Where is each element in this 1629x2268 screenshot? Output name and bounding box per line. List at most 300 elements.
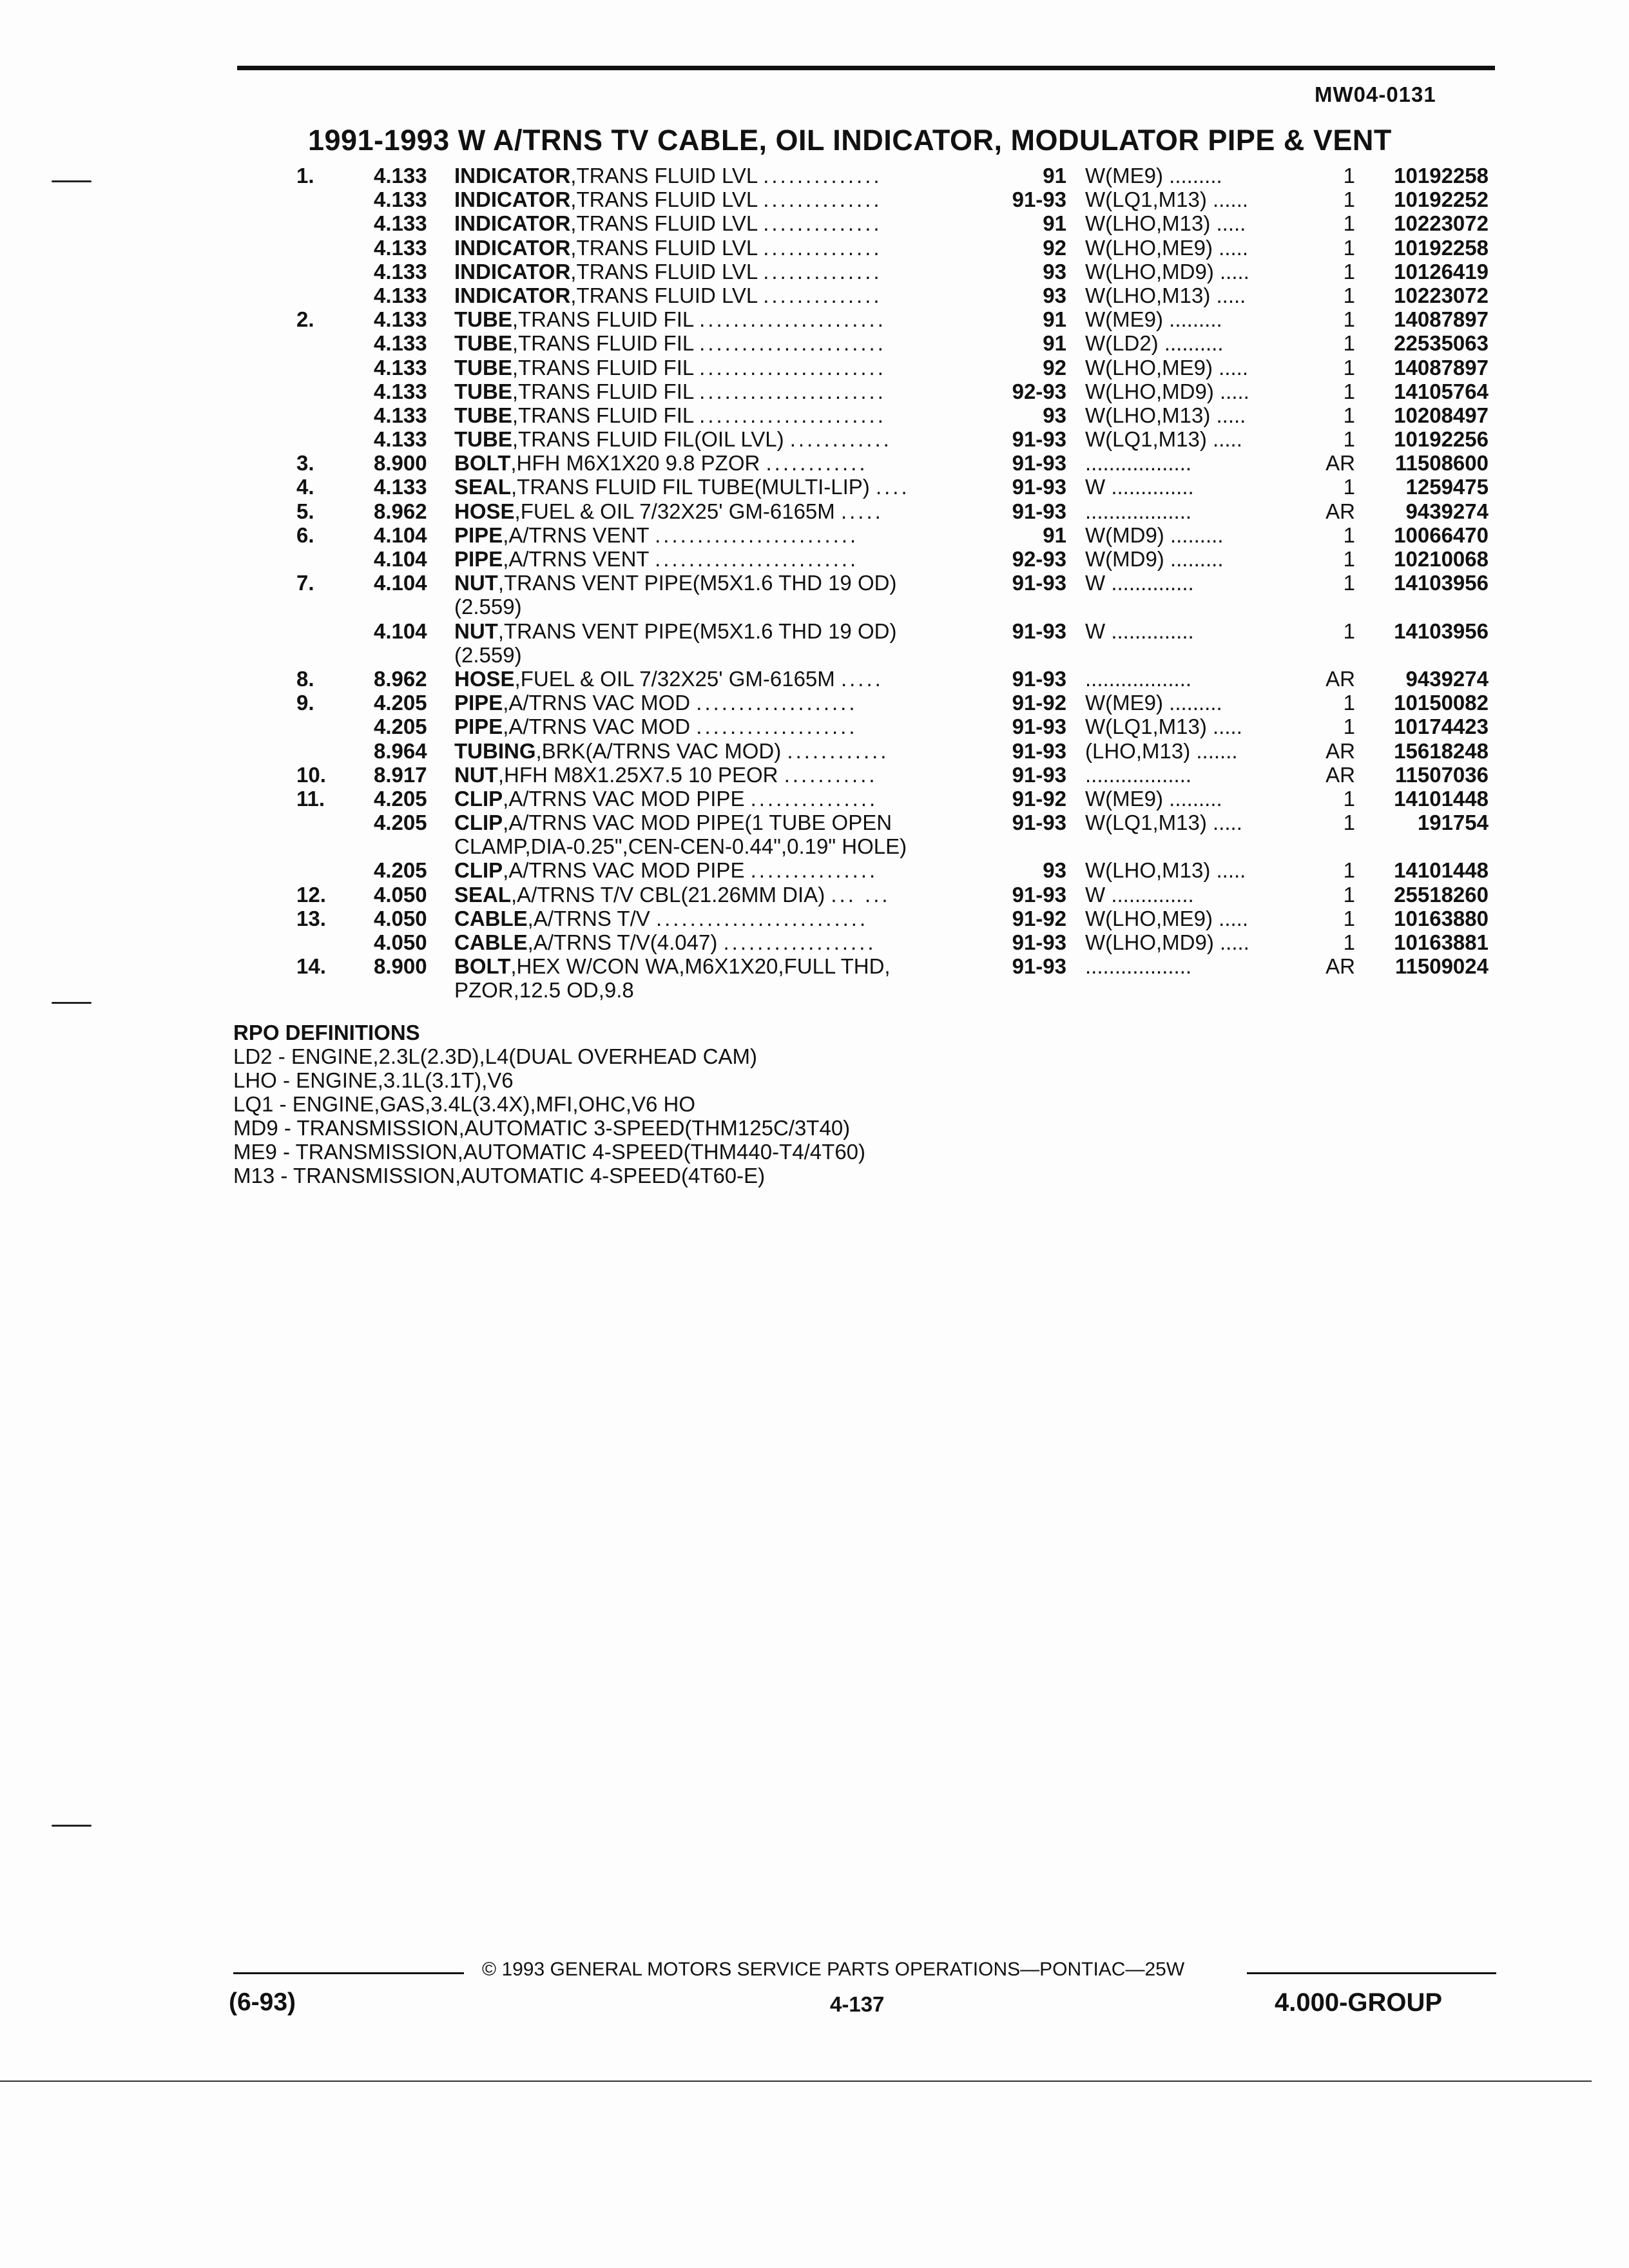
part-name: SEAL: [454, 475, 512, 499]
part-detail: ,FUEL & OIL 7/32X25' GM-6165M: [514, 499, 835, 523]
quantity: 1: [1343, 307, 1355, 332]
quantity: 1: [1343, 235, 1355, 260]
usage-code: W(LQ1,M13) ......: [1085, 187, 1249, 212]
part-row: [0, 715, 1629, 738]
model-years: 91-93: [1012, 619, 1066, 643]
part-description: [454, 403, 886, 427]
quantity: AR: [1325, 451, 1355, 476]
part-number: 14101448: [1394, 858, 1489, 883]
part-row: [0, 211, 1629, 235]
part-description: [454, 307, 886, 331]
part-detail: ,A/TRNS T/V: [527, 906, 650, 930]
reference-number: 4.205: [374, 811, 427, 835]
quantity: 1: [1343, 187, 1355, 212]
leader-dots: ............: [787, 738, 889, 763]
quantity: 1: [1343, 930, 1355, 955]
part-detail: ,TRANS FLUID FIL: [512, 379, 693, 403]
model-years: 91: [1043, 211, 1066, 236]
model-years: 91-93: [1012, 666, 1066, 691]
part-number: 14087897: [1394, 355, 1489, 380]
rpo-line: M13 - TRANSMISSION,AUTOMATIC 4-SPEED(4T60-E): [233, 1164, 766, 1187]
quantity: 1: [1343, 858, 1355, 883]
leader-dots: ... ...: [831, 882, 891, 907]
rpo-line: LD2 - ENGINE,2.3L(2.3D),L4(DUAL OVERHEAD CAM): [233, 1044, 757, 1068]
binding-mark: [52, 1825, 92, 1827]
part-number: 22535063: [1394, 331, 1489, 356]
usage-code: (LHO,M13) .......: [1085, 738, 1238, 763]
description-continuation: (2.559): [454, 642, 522, 667]
reference-number: 4.133: [374, 475, 427, 499]
part-description: [454, 691, 858, 715]
model-years: 91-93: [1012, 762, 1066, 787]
quantity: 1: [1343, 355, 1355, 380]
reference-number: 8.900: [374, 451, 427, 476]
rpo-line: MD9 - TRANSMISSION,AUTOMATIC 3-SPEED(THM125C/3T40): [233, 1116, 851, 1140]
document-code: MW04-0131: [1315, 82, 1436, 106]
part-detail: ,HFH M8X1.25X7.5 10 PEOR: [497, 762, 778, 787]
part-name: TUBE: [454, 307, 512, 332]
part-number: 9439274: [1405, 499, 1489, 523]
part-name: INDICATOR: [454, 259, 571, 284]
usage-code: W(LHO,MD9) .....: [1085, 379, 1249, 403]
part-description: [454, 164, 882, 187]
part-description: [454, 858, 878, 882]
leader-dots: ...............: [750, 786, 878, 811]
reference-number: 4.104: [374, 523, 427, 547]
part-name: SEAL: [454, 882, 512, 907]
part-row: [0, 930, 1629, 954]
model-years: 91-93: [1012, 738, 1066, 763]
model-years: 92: [1043, 355, 1066, 380]
part-detail: ,TRANS FLUID LVL: [570, 259, 758, 284]
item-number: 1.: [296, 164, 314, 187]
quantity: 1: [1343, 283, 1355, 307]
leader-dots: ...............: [750, 858, 878, 883]
leader-dots: ............: [766, 451, 868, 476]
part-row: [0, 883, 1629, 907]
description-continuation: PZOR,12.5 OD,9.8: [454, 978, 634, 1003]
part-number: 10163880: [1394, 906, 1489, 930]
part-detail: ,A/TRNS VAC MOD: [503, 715, 691, 739]
model-years: 93: [1043, 283, 1066, 307]
part-description: [454, 451, 868, 475]
part-number: 10150082: [1394, 691, 1489, 715]
model-years: 91-93: [1012, 187, 1066, 212]
reference-number: 4.133: [374, 331, 427, 356]
leader-dots: ...................: [696, 691, 858, 715]
part-name: NUT: [454, 571, 498, 595]
reference-number: 4.205: [374, 715, 427, 739]
leader-dots: ..............: [763, 283, 882, 307]
quantity: 1: [1343, 259, 1355, 284]
part-number: 14087897: [1394, 307, 1489, 332]
part-name: TUBE: [454, 427, 512, 452]
part-name: CLIP: [454, 786, 503, 811]
rpo-line: LQ1 - ENGINE,GAS,3.4L(3.4X),MFI,OHC,V6 HO: [233, 1092, 696, 1116]
part-detail: ,A/TRNS VAC MOD PIPE: [503, 786, 745, 811]
part-description: [454, 715, 858, 738]
part-number: 25518260: [1394, 882, 1489, 907]
usage-code: ..................: [1085, 762, 1192, 787]
usage-code: W ..............: [1085, 475, 1194, 499]
part-description: [454, 619, 903, 643]
leader-dots: ............: [789, 427, 892, 452]
part-name: TUBE: [454, 355, 512, 380]
part-name: PIPE: [454, 715, 503, 739]
item-number: 10.: [296, 762, 326, 787]
part-number: 10208497: [1394, 403, 1489, 427]
part-number: 10126419: [1394, 259, 1489, 284]
part-number: 1259475: [1405, 475, 1489, 499]
reference-number: 8.900: [374, 954, 427, 979]
usage-code: W(LQ1,M13) .....: [1085, 811, 1242, 835]
part-number: 10192258: [1394, 164, 1489, 187]
part-number: 14101448: [1394, 786, 1489, 811]
bottom-rule: [0, 2081, 1592, 2082]
leader-dots: .....: [840, 499, 883, 523]
quantity: 1: [1343, 523, 1355, 547]
item-number: 13.: [296, 906, 326, 930]
part-description: [454, 763, 878, 787]
part-row: [0, 403, 1629, 427]
usage-code: W(ME9) .........: [1085, 691, 1222, 715]
usage-code: W(ME9) .........: [1085, 307, 1222, 332]
part-number: 15618248: [1394, 738, 1489, 763]
reference-number: 4.104: [374, 571, 427, 595]
usage-code: W ..............: [1085, 619, 1194, 643]
quantity: 1: [1343, 906, 1355, 930]
rpo-line: LHO - ENGINE,3.1L(3.1T),V6: [233, 1068, 514, 1092]
rpo-definitions: [233, 1021, 865, 1187]
part-detail: ,A/TRNS VAC MOD: [503, 691, 691, 715]
quantity: 1: [1343, 619, 1355, 643]
part-description: [454, 667, 883, 691]
part-row: [0, 763, 1629, 787]
date-code: (6-93): [229, 1988, 296, 2016]
model-years: 91-93: [1012, 715, 1066, 739]
model-years: 91-93: [1012, 571, 1066, 595]
part-name: NUT: [454, 762, 498, 787]
part-name: HOSE: [454, 499, 515, 523]
part-number: 10192252: [1394, 187, 1489, 212]
description-continuation: CLAMP,DIA-0.25",CEN-CEN-0.44",0.19" HOLE): [454, 834, 907, 859]
quantity: 1: [1343, 379, 1355, 403]
part-name: INDICATOR: [454, 283, 571, 307]
quantity: 1: [1343, 571, 1355, 595]
part-number: 14103956: [1394, 619, 1489, 643]
copyright-notice: © 1993 GENERAL MOTORS SERVICE PARTS OPERATIONS—PONTIAC—25W: [482, 1959, 1185, 1980]
part-detail: ,TRANS FLUID LVL: [570, 164, 758, 187]
quantity: 1: [1343, 427, 1355, 452]
part-description: [454, 907, 868, 930]
part-description: [454, 739, 889, 763]
quantity: 1: [1343, 786, 1355, 811]
leader-dots: .........................: [655, 906, 869, 930]
part-name: INDICATOR: [454, 235, 571, 260]
model-years: 91-92: [1012, 786, 1066, 811]
part-description: [454, 475, 910, 499]
quantity: 1: [1343, 331, 1355, 356]
usage-code: W(LQ1,M13) .....: [1085, 715, 1242, 739]
part-row: [0, 739, 1629, 763]
part-row: [0, 356, 1629, 380]
model-years: 93: [1043, 403, 1066, 427]
part-detail: ,TRANS FLUID LVL: [570, 187, 758, 212]
part-detail: ,TRANS VENT PIPE(M5X1.6 THD 19 OD): [497, 619, 897, 643]
part-row: [0, 475, 1629, 499]
quantity: AR: [1325, 499, 1355, 523]
usage-code: ..................: [1085, 954, 1192, 979]
reference-number: 4.133: [374, 283, 427, 307]
part-number: 10192256: [1394, 427, 1489, 452]
part-name: BOLT: [454, 451, 511, 476]
reference-number: 4.050: [374, 930, 427, 955]
part-number: 10210068: [1394, 547, 1489, 571]
parts-list: [0, 164, 1629, 1003]
part-detail: ,TRANS FLUID FIL: [512, 331, 693, 356]
model-years: 91-93: [1012, 427, 1066, 452]
quantity: 1: [1343, 547, 1355, 571]
part-description: [454, 883, 891, 907]
part-description: [454, 260, 882, 284]
part-row: [0, 499, 1629, 523]
part-description: [454, 236, 882, 260]
leader-dots: ...................: [696, 715, 858, 739]
item-number: 5.: [296, 499, 314, 523]
reference-number: 4.133: [374, 427, 427, 452]
model-years: 91-93: [1012, 499, 1066, 523]
part-number: 10174423: [1394, 715, 1489, 739]
model-years: 91: [1043, 523, 1066, 547]
part-row: [0, 260, 1629, 284]
description-continuation: (2.559): [454, 595, 522, 619]
reference-number: 8.962: [374, 666, 427, 691]
part-number: 9439274: [1405, 666, 1489, 691]
leader-dots: ..................: [723, 930, 876, 955]
part-number: 10192258: [1394, 235, 1489, 260]
part-detail: ,A/TRNS VAC MOD PIPE(1 TUBE OPEN: [503, 811, 892, 835]
part-name: CLIP: [454, 858, 503, 883]
leader-dots: ...........: [784, 762, 878, 787]
reference-number: 4.050: [374, 906, 427, 930]
quantity: 1: [1343, 403, 1355, 427]
item-number: 11.: [296, 786, 325, 811]
page-title: 1991-1993 W A/TRNS TV CABLE, OIL INDICATOR, MODULATOR PIPE & VENT: [308, 124, 1392, 157]
part-number: 10223072: [1394, 211, 1489, 236]
quantity: 1: [1343, 211, 1355, 236]
quantity: AR: [1325, 666, 1355, 691]
part-description: [454, 499, 883, 523]
part-row: [0, 380, 1629, 403]
reference-number: 4.133: [374, 211, 427, 236]
part-detail: ,TRANS VENT PIPE(M5X1.6 THD 19 OD): [497, 571, 897, 595]
usage-code: W(LHO,M13) .....: [1085, 858, 1246, 883]
part-name: TUBE: [454, 403, 512, 427]
part-detail: ,A/TRNS T/V(4.047): [527, 930, 718, 955]
part-detail: ,HFH M6X1X20 9.8 PZOR: [510, 451, 760, 476]
usage-code: W(LHO,MD9) .....: [1085, 930, 1249, 955]
leader-dots: ..............: [763, 187, 882, 212]
part-description: [454, 284, 882, 307]
leader-dots: ......................: [699, 331, 886, 356]
part-name: INDICATOR: [454, 211, 571, 236]
usage-code: ..................: [1085, 451, 1192, 476]
part-detail: ,TRANS FLUID FIL(OIL LVL): [512, 427, 784, 452]
reference-number: 4.205: [374, 691, 427, 715]
model-years: 91: [1043, 331, 1066, 356]
part-number: 11508600: [1394, 451, 1489, 476]
usage-code: W(LD2) ..........: [1085, 331, 1224, 356]
part-detail: ,TRANS FLUID FIL: [512, 355, 693, 380]
part-name: CABLE: [454, 930, 528, 955]
part-number: 191754: [1417, 811, 1489, 835]
part-row: [0, 523, 1629, 547]
leader-dots: ..............: [763, 259, 882, 284]
part-detail: ,TRANS FLUID LVL: [570, 211, 758, 236]
part-detail: ,TRANS FLUID FIL TUBE(MULTI-LIP): [511, 475, 870, 499]
model-years: 91: [1043, 164, 1066, 187]
leader-dots: ........................: [655, 523, 859, 547]
quantity: 1: [1343, 691, 1355, 715]
quantity: 1: [1343, 164, 1355, 187]
item-number: 3.: [296, 451, 314, 476]
quantity: AR: [1325, 738, 1355, 763]
part-row: [0, 691, 1629, 715]
quantity: 1: [1343, 811, 1355, 835]
item-number: 12.: [296, 882, 326, 907]
usage-code: W(LHO,M13) .....: [1085, 403, 1246, 427]
model-years: 91-92: [1012, 906, 1066, 930]
part-description: [454, 380, 886, 403]
part-detail: ,TRANS FLUID FIL: [512, 307, 693, 332]
part-name: NUT: [454, 619, 498, 643]
part-row: [0, 284, 1629, 307]
part-detail: ,TRANS FLUID LVL: [570, 235, 758, 260]
part-description: [454, 427, 892, 451]
part-detail: ,A/TRNS VAC MOD PIPE: [503, 858, 745, 883]
part-row: [0, 954, 1629, 1002]
reference-number: 8.917: [374, 762, 427, 787]
item-number: 7.: [296, 571, 314, 595]
item-number: 8.: [296, 666, 314, 691]
quantity: AR: [1325, 954, 1355, 979]
part-description: [454, 571, 903, 595]
model-years: 93: [1043, 259, 1066, 284]
part-row: [0, 164, 1629, 187]
leader-dots: ......................: [699, 379, 886, 403]
part-detail: ,BRK(A/TRNS VAC MOD): [535, 738, 782, 763]
part-row: [0, 307, 1629, 331]
leader-dots: ......................: [699, 403, 886, 427]
reference-number: 8.962: [374, 499, 427, 523]
part-number: 10163881: [1394, 930, 1489, 955]
part-row: [0, 547, 1629, 571]
part-name: PIPE: [454, 547, 503, 571]
part-detail: ,A/TRNS VENT: [503, 547, 649, 571]
part-row: [0, 619, 1629, 667]
part-row: [0, 571, 1629, 619]
part-detail: ,A/TRNS T/V CBL(21.26MM DIA): [511, 882, 825, 907]
reference-number: 4.133: [374, 187, 427, 212]
part-number: 14103956: [1394, 571, 1489, 595]
page-number: 4-137: [830, 1992, 885, 2016]
rpo-heading: RPO DEFINITIONS: [233, 1021, 420, 1044]
part-number: 14105764: [1394, 379, 1489, 403]
part-description: [454, 930, 876, 954]
usage-code: W(LHO,ME9) .....: [1085, 235, 1249, 260]
part-description: [454, 547, 858, 571]
part-name: BOLT: [454, 954, 511, 979]
part-description: [454, 811, 898, 834]
model-years: 91: [1043, 307, 1066, 332]
item-number: 9.: [296, 691, 314, 715]
part-number: 10066470: [1394, 523, 1489, 547]
quantity: AR: [1325, 762, 1355, 787]
part-description: [454, 211, 882, 235]
usage-code: W(ME9) .........: [1085, 164, 1222, 187]
part-name: CLIP: [454, 811, 503, 835]
part-name: TUBE: [454, 379, 512, 403]
part-description: [454, 331, 886, 355]
part-row: [0, 187, 1629, 211]
part-number: 10223072: [1394, 283, 1489, 307]
reference-number: 4.133: [374, 307, 427, 332]
part-name: INDICATOR: [454, 187, 571, 212]
part-name: PIPE: [454, 691, 503, 715]
part-number: 11509024: [1394, 954, 1489, 979]
leader-dots: .....: [840, 666, 883, 691]
part-row: [0, 451, 1629, 475]
quantity: 1: [1343, 882, 1355, 907]
part-number: 11507036: [1394, 762, 1489, 787]
reference-number: 8.964: [374, 738, 427, 763]
item-number: 6.: [296, 523, 314, 547]
part-name: TUBE: [454, 331, 512, 356]
leader-dots: ........................: [655, 547, 859, 571]
part-description: [454, 954, 896, 978]
item-number: 4.: [296, 475, 314, 499]
part-detail: ,TRANS FLUID LVL: [570, 283, 758, 307]
usage-code: W(MD9) .........: [1085, 547, 1224, 571]
part-description: [454, 187, 882, 211]
item-number: 14.: [296, 954, 326, 979]
usage-code: W(LHO,ME9) .....: [1085, 906, 1249, 930]
usage-code: W ..............: [1085, 882, 1194, 907]
part-row: [0, 331, 1629, 355]
part-row: [0, 907, 1629, 930]
part-detail: ,A/TRNS VENT: [503, 523, 649, 547]
reference-number: 4.205: [374, 858, 427, 883]
reference-number: 4.133: [374, 164, 427, 187]
model-years: 91-92: [1012, 691, 1066, 715]
reference-number: 4.133: [374, 403, 427, 427]
model-years: 92: [1043, 235, 1066, 260]
reference-number: 4.133: [374, 235, 427, 260]
part-detail: ,TRANS FLUID FIL: [512, 403, 693, 427]
usage-code: W(LQ1,M13) .....: [1085, 427, 1242, 452]
usage-code: W(MD9) .........: [1085, 523, 1224, 547]
header-rule: [237, 66, 1495, 70]
part-name: CABLE: [454, 906, 528, 930]
rpo-line: ME9 - TRANSMISSION,AUTOMATIC 4-SPEED(THM440-T4/4T60): [233, 1140, 866, 1164]
leader-dots: ....: [875, 475, 910, 499]
reference-number: 4.133: [374, 355, 427, 380]
quantity: 1: [1343, 715, 1355, 739]
part-row: [0, 236, 1629, 260]
model-years: 92-93: [1012, 547, 1066, 571]
part-name: HOSE: [454, 666, 515, 691]
leader-dots: ......................: [699, 355, 886, 380]
